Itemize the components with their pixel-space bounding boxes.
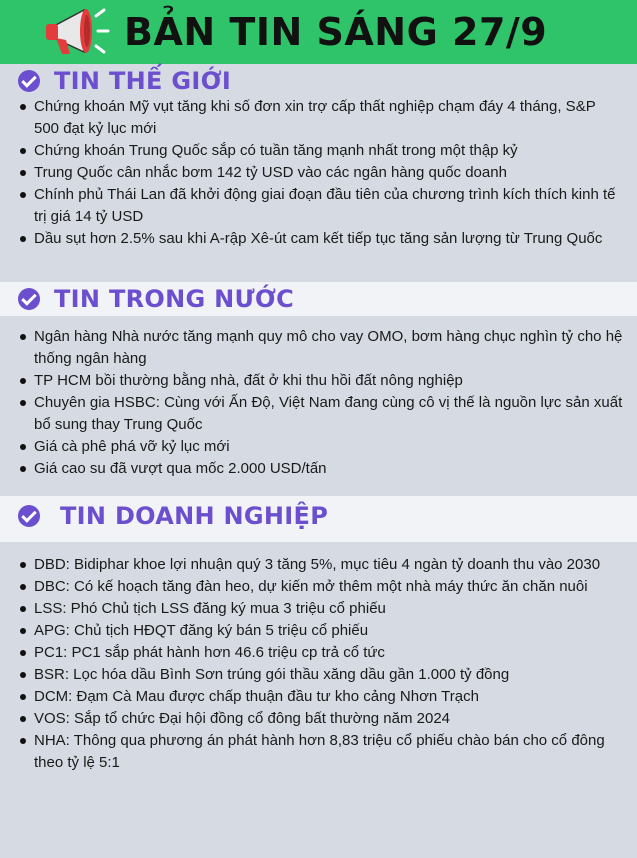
page-title: BẢN TIN SÁNG 27/9 bbox=[124, 10, 548, 54]
list-item: Ngân hàng Nhà nước tăng mạnh quy mô cho vay OMO, bơm hàng chục nghìn tỷ cho hệ thống ngân hàng bbox=[18, 326, 623, 370]
megaphone-icon bbox=[40, 2, 110, 62]
list-item: APG: Chủ tịch HĐQT đăng ký bán 5 triệu cổ phiếu bbox=[18, 620, 623, 642]
check-circle-icon bbox=[18, 505, 40, 527]
section-world-news bbox=[0, 64, 637, 282]
list-item: Trung Quốc cân nhắc bơm 142 tỷ USD vào các ngân hàng quốc doanh bbox=[18, 162, 623, 184]
section-title: TIN DOANH NGHIỆP bbox=[60, 502, 329, 530]
section-domestic-news bbox=[0, 316, 637, 496]
list-item: Dầu sụt hơn 2.5% sau khi A-rập Xê-út cam kết tiếp tục tăng sản lượng từ Trung Quốc bbox=[18, 228, 623, 250]
list-item: Giá cao su đã vượt qua mốc 2.000 USD/tấn bbox=[18, 458, 623, 480]
list-item: Chứng khoán Trung Quốc sắp có tuần tăng mạnh nhất trong một thập kỷ bbox=[18, 140, 623, 162]
section-title: TIN THẾ GIỚI bbox=[54, 67, 232, 95]
list-item: Giá cà phê phá vỡ kỷ lục mới bbox=[18, 436, 623, 458]
news-list bbox=[18, 96, 623, 250]
list-item: BSR: Lọc hóa dầu Bình Sơn trúng gói thầu xăng dầu gần 1.000 tỷ đồng bbox=[18, 664, 623, 686]
list-item: DBD: Bidiphar khoe lợi nhuận quý 3 tăng 5%, mục tiêu 4 ngàn tỷ doanh thu vào 2030 bbox=[18, 554, 623, 576]
section-business-news bbox=[0, 542, 637, 858]
check-circle-icon bbox=[18, 288, 40, 310]
news-list bbox=[18, 554, 623, 774]
list-item: NHA: Thông qua phương án phát hành hơn 8,83 triệu cổ phiếu chào bán cho cổ đông theo tỷ lệ 5:1 bbox=[18, 730, 623, 774]
list-item: Chính phủ Thái Lan đã khởi động giai đoạn đầu tiên của chương trình kích thích kinh tế trị giá 14 tỷ USD bbox=[18, 184, 623, 228]
list-item: VOS: Sắp tổ chức Đại hội đồng cổ đông bất thường năm 2024 bbox=[18, 708, 623, 730]
list-item: Chứng khoán Mỹ vụt tăng khi số đơn xin trợ cấp thất nghiệp chạm đáy 4 tháng, S&P 500 đạt kỷ lục mới bbox=[18, 96, 623, 140]
list-item: TP HCM bồi thường bằng nhà, đất ở khi thu hồi đất nông nghiệp bbox=[18, 370, 623, 392]
section-header bbox=[18, 501, 328, 531]
list-item: PC1: PC1 sắp phát hành hơn 46.6 triệu cp trả cổ tức bbox=[18, 642, 623, 664]
section-header bbox=[18, 66, 231, 96]
list-item: LSS: Phó Chủ tịch LSS đăng ký mua 3 triệu cổ phiếu bbox=[18, 598, 623, 620]
list-item: DBC: Có kế hoạch tăng đàn heo, dự kiến mở thêm một nhà máy thức ăn chăn nuôi bbox=[18, 576, 623, 598]
header-banner bbox=[0, 0, 637, 64]
news-list bbox=[18, 326, 623, 480]
section-header bbox=[18, 284, 294, 314]
section-title: TIN TRONG NƯỚC bbox=[54, 285, 295, 313]
list-item: Chuyên gia HSBC: Cùng với Ấn Độ, Việt Nam đang cùng cô vị thế là nguồn lực sản xuất bổ sung thay Trung Quốc bbox=[18, 392, 623, 436]
check-circle-icon bbox=[18, 70, 40, 92]
list-item: DCM: Đạm Cà Mau được chấp thuận đầu tư kho cảng Nhơn Trạch bbox=[18, 686, 623, 708]
